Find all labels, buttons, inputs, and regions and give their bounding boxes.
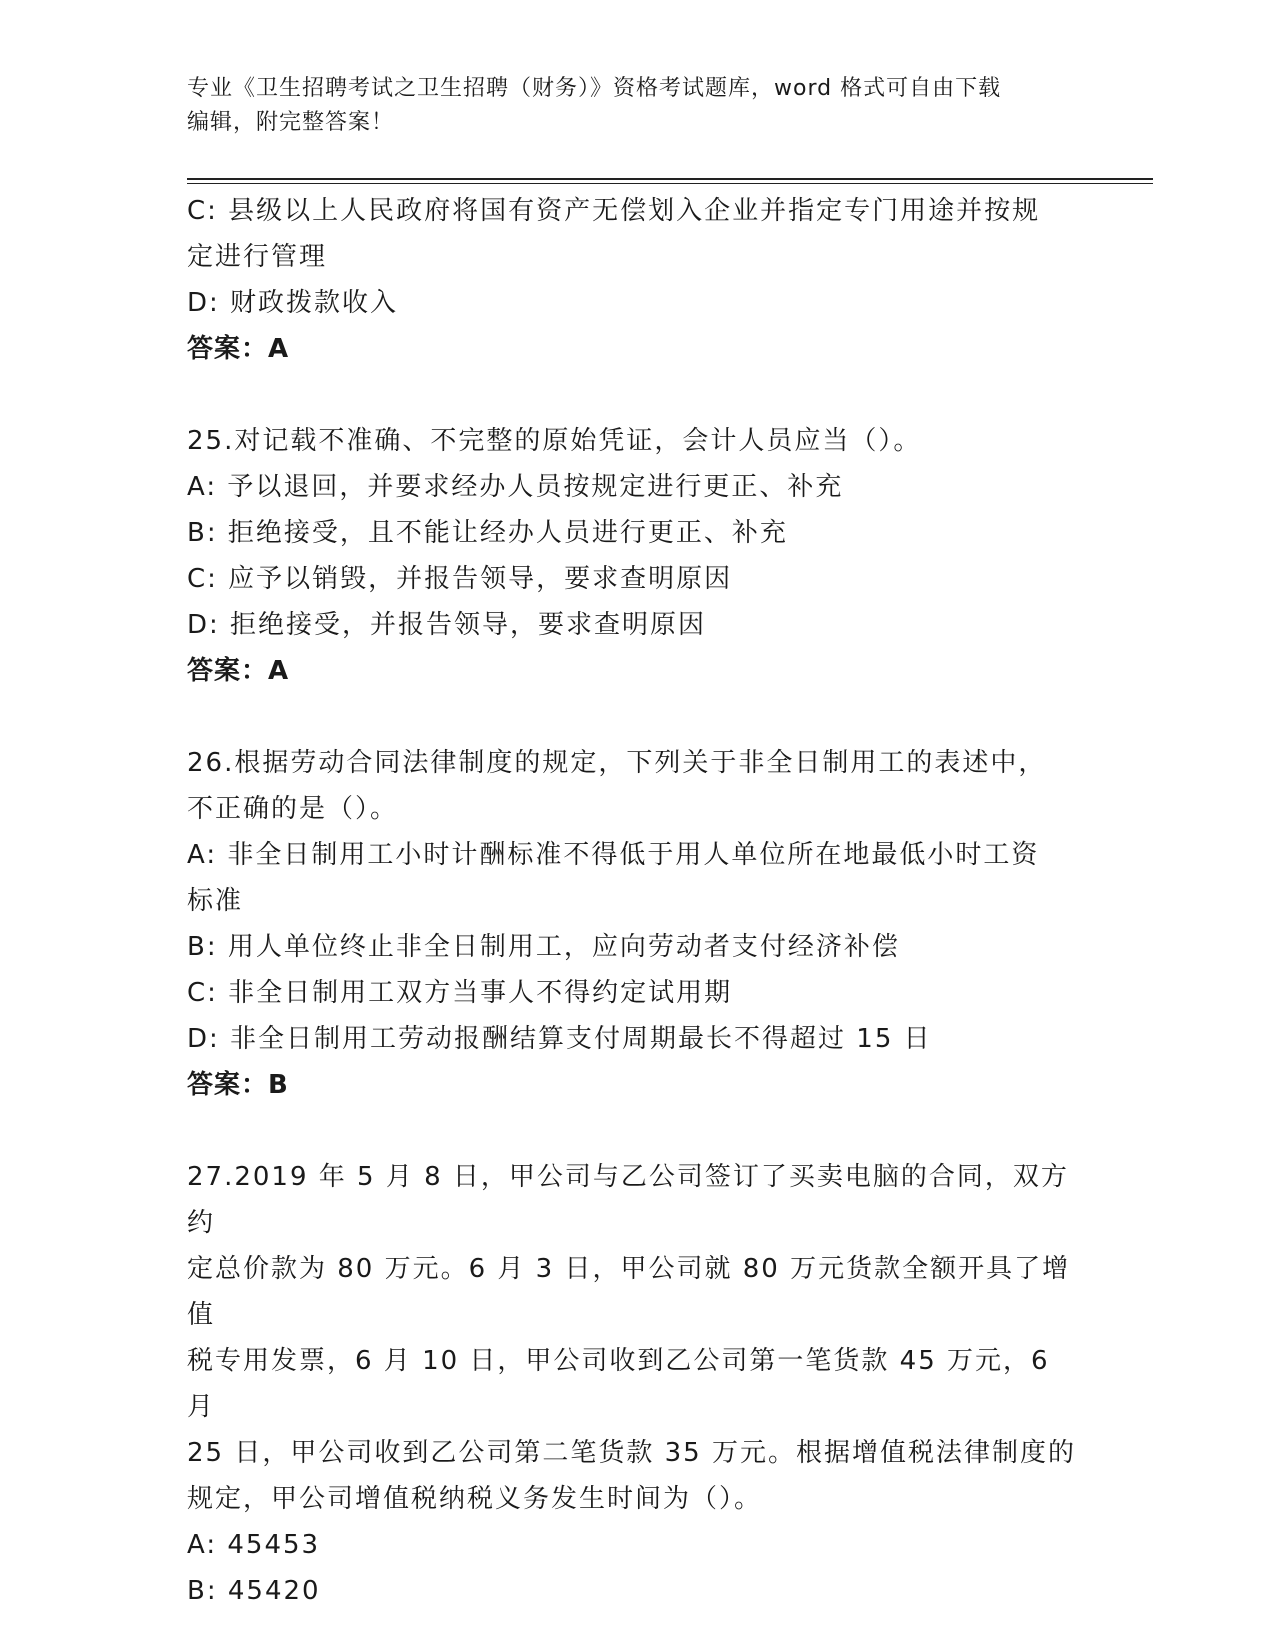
answer: 答案：A (187, 656, 290, 686)
option-a: A: 非全日制用工小时计酬标准不得低于用人单位所在地最低小时工资 (187, 840, 1040, 870)
answer: 答案：A (187, 334, 290, 364)
prev-question-block (187, 188, 1087, 372)
question-stem: 27.2019 年 5 月 8 日，甲公司与乙公司签订了买卖电脑的合同，双方约 (187, 1162, 1069, 1238)
question-stem-continued: 定总价款为 80 万元。6 月 3 日，甲公司就 80 万元货款全额开具了增值 (187, 1254, 1071, 1330)
option-d: D: 财政拨款收入 (187, 288, 399, 318)
question-stem: 26.根据劳动合同法律制度的规定，下列关于非全日制用工的表述中， (187, 748, 1047, 778)
question-stem-continued: 税专用发票，6 月 10 日，甲公司收到乙公司第一笔货款 45 万元，6 月 (187, 1346, 1060, 1422)
option-a: A: 45453 (187, 1530, 321, 1560)
header-line-2: 编辑，附完整答案！ (187, 110, 395, 135)
question-content (187, 188, 1087, 1614)
option-d: D: 非全日制用工劳动报酬结算支付周期最长不得超过 15 日 (187, 1024, 932, 1054)
header-rule-thin (187, 183, 1153, 184)
question-stem: 25.对记载不准确、不完整的原始凭证，会计人员应当（）。 (187, 426, 922, 456)
option-b: B: 45420 (187, 1576, 321, 1606)
question-27 (187, 1154, 1087, 1614)
option-c: C: 应予以销毁，并报告领导，要求查明原因 (187, 564, 733, 594)
spacer (187, 694, 1087, 740)
question-stem-continued: 不正确的是（）。 (187, 794, 399, 824)
option-a: A: 予以退回，并要求经办人员按规定进行更正、补充 (187, 472, 844, 502)
option-a-continued: 标准 (187, 886, 244, 916)
question-stem-continued: 规定，甲公司增值税纳税义务发生时间为（）。 (187, 1484, 763, 1514)
answer: 答案：B (187, 1070, 289, 1100)
header-rule-thick (187, 178, 1153, 180)
document-header (187, 72, 1087, 140)
header-line-1: 专业《卫生招聘考试之卫生招聘（财务）》资格考试题库，word 格式可自由下载 (187, 76, 1002, 101)
spacer (187, 1108, 1087, 1154)
option-c-continued: 定进行管理 (187, 242, 328, 272)
question-26 (187, 740, 1087, 1108)
option-c: C: 非全日制用工双方当事人不得约定试用期 (187, 978, 733, 1008)
option-b: B: 拒绝接受，且不能让经办人员进行更正、补充 (187, 518, 788, 548)
spacer (187, 372, 1087, 418)
option-b: B: 用人单位终止非全日制用工，应向劳动者支付经济补偿 (187, 932, 900, 962)
question-25 (187, 418, 1087, 694)
option-c: C: 县级以上人民政府将国有资产无偿划入企业并指定专门用途并按规 (187, 196, 1041, 226)
question-stem-continued: 25 日，甲公司收到乙公司第二笔货款 35 万元。根据增值税法律制度的 (187, 1438, 1076, 1468)
option-d: D: 拒绝接受，并报告领导，要求查明原因 (187, 610, 707, 640)
